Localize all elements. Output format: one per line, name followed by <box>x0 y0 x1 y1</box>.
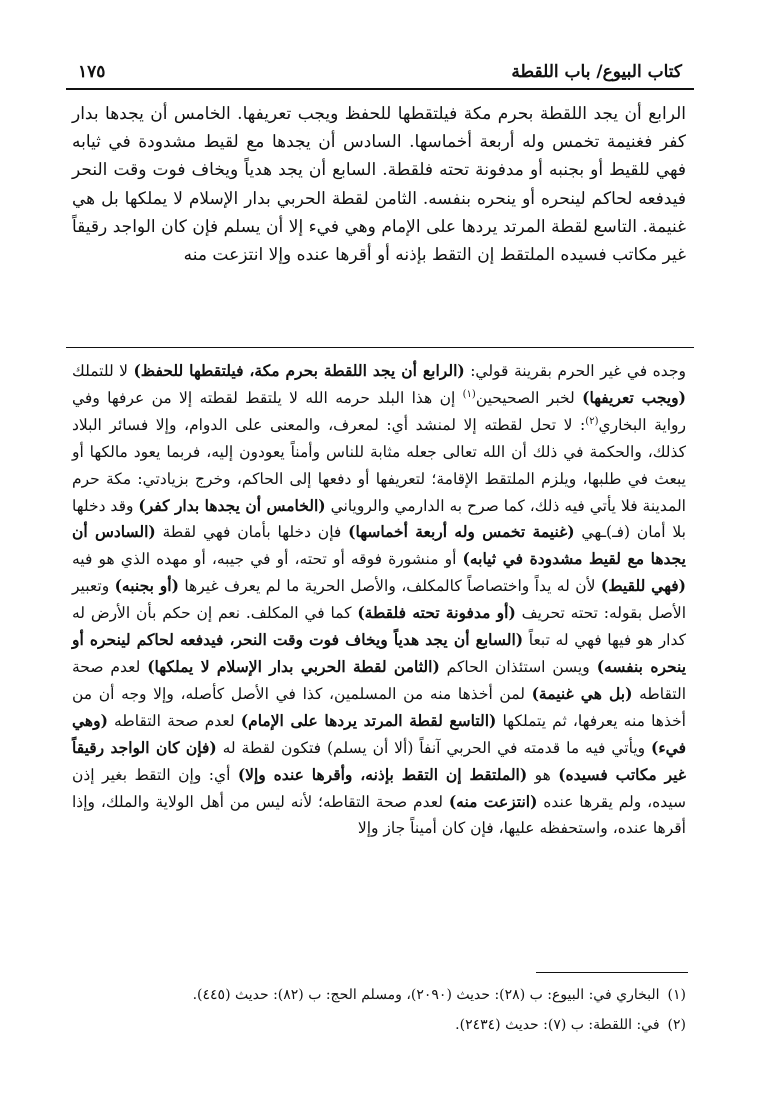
matn-paragraph: الرابع أن يجد اللقطة بحرم مكة فيلتقطها للحفظ ويجب تعريفها. الخامس أن يجدها بدار كفر فغنيمة تخمس وله أربعة أخماسها. السادس أن يجدها مع لقيط مشدودة في ثيابه فهي للقيط أو بجنبه أو مدفونة تحته فلقطة. السابع أن يجد هدياً ويخاف فوت وقت النحر فيدفعه لحاكم لينحره أو ينحره بنفسه. الثامن لقطة الحربي بدار الإسلام لا يملكها بل هي غنيمة. التاسع لقطة المرتد يردها على الإمام وهي فيء إلا أن يسلم فإن كان الواجد رقيقاً غير مكاتب فسيده الملتقط إن التقط بإذنه أو أقرها عنده وإلا انتزعت منه <box>72 104 686 266</box>
commentary-segment: لأن له يداً واختصاصاً كالمكلف، والأصل الحرية ما لم يعرف غيرها <box>178 577 601 596</box>
quoted-matn-segment: (السابع أن يجد هدياً ويخاف فوت وقت النحر، فيدفعه لحاكم لينحره أو ينحره بنفسه) <box>72 630 687 676</box>
section-divider <box>66 347 694 348</box>
quoted-matn-segment: (بل هي غنيمة) <box>531 683 633 703</box>
quoted-matn-segment: (انتزعت منه) <box>448 791 538 811</box>
commentary-text <box>72 358 686 842</box>
footnote-rule <box>536 972 688 973</box>
quoted-matn-segment: (فإن كان الواجد رقيقاً غير مكاتب فسيده) <box>72 737 686 784</box>
quoted-matn-segment: (أو مدفونة تحته فلقطة) <box>357 603 516 623</box>
commentary-segment: أي: وإن التقط بغير إذن سيده، ولم يقرها عنده <box>72 765 687 811</box>
commentary-segment: : لا تحل لقطته إلا لمنشد أي: لمعرف، والمعنى على الدوام، وإلا فسائر البلاد كذلك، والحكمة في ذلك أن الله تعالى جعله مثابة للناس وأمناً يعودون إليه، فربما يعود مالكها أو يبعث في طلبها، ويلزم الملتقط الإقامة؛ لتعريفها أو دفعها إلى الحاكم، وخرج بزيادتي: مكة حرم المدينة فلا يأتي فيه ذلك، كما صرح به الدارمي والروياني <box>72 415 686 515</box>
quoted-matn-segment: (وهي فيء) <box>72 710 686 757</box>
commentary-segment: لمن أخذها منه من المسلمين، كذا في الأصل كأصله، وإلا وجه أن من أخذها منه يعرفها، ثم يتملكها <box>72 684 686 730</box>
footnote-text: في: اللقطة: ب (٧): حديث (٢٤٣٤). <box>455 1017 660 1033</box>
commentary-segment: كما في المكلف. نعم إن حكم بأن الأرض له كدار هو فيها فهي له تبعاً <box>72 604 686 650</box>
footnotes <box>72 980 686 1040</box>
commentary-segment: لعدم صحة التقاطه <box>107 711 241 730</box>
quoted-matn-segment: (ويجب تعريفها) <box>582 387 686 407</box>
commentary-segment: أو منشورة فوقه أو تحته، أو في جيبه، أو مهده الذي هو فيه <box>72 550 463 569</box>
footnote-number: (٢) <box>667 1017 686 1033</box>
quoted-matn-segment: (فهي للقيط) <box>600 576 686 596</box>
commentary-segment: هو <box>527 765 559 784</box>
commentary-segment: وجده في غير الحرم بقرينة قولي: <box>464 362 686 380</box>
footnote <box>72 1010 686 1040</box>
page-number: ١٧٥ <box>78 62 106 82</box>
commentary-segment: لخبر الصحيحين <box>475 388 583 407</box>
commentary-segment: فإن دخلها بأمان فهي لقطة <box>155 523 349 542</box>
commentary-segment: إن هذا البلد حرمه الله لا يلتقط لقطته إلا من عرفها وفي رواية البخاري <box>72 388 686 434</box>
quoted-matn-segment: (الملتقط إن التقط بإذنه، وأقرها عنده وإلا) <box>237 764 528 784</box>
commentary-segment: لعدم صحة التقاطه؛ لأنه ليس من أهل الولاية والملك، وإذا أقرها عنده، واستحفظه عليها، فإن كان أميناً جاز وإلا <box>72 792 686 838</box>
matn-text <box>72 100 686 269</box>
commentary-segment: لا للتملك <box>72 362 134 380</box>
commentary-segment: ويأتي فيه ما قدمته في الحربي آنفاً (ألا أن يسلم) فتكون لقطة له <box>216 738 652 757</box>
footnote-marker: (٢) <box>585 415 599 427</box>
footnote <box>72 980 686 1010</box>
quoted-matn-segment: (التاسع لقطة المرتد يردها على الإمام) <box>240 710 497 730</box>
commentary-segment: ويسن استئذان الحاكم <box>439 657 597 676</box>
footnote-number: (١) <box>667 987 686 1003</box>
quoted-matn-segment: (الثامن لقطة الحربي بدار الإسلام لا يملكها) <box>147 656 440 676</box>
chapter-title: كتاب البيوع/ باب اللقطة <box>511 62 682 82</box>
quoted-matn-segment: (السادس أن يجدها مع لقيط مشدودة في ثيابه) <box>72 522 686 569</box>
header-rule <box>66 88 694 90</box>
commentary-segment: لعدم صحة التقاطه <box>72 657 687 703</box>
footnote-text: البخاري في: البيوع: ب (٢٨): حديث (٢٠٩٠)، ومسلم الحج: ب (٨٢): حديث (٤٤٥). <box>192 987 660 1003</box>
commentary-segment: وتعبير الأصل بقوله: تحته تحريف <box>72 577 686 623</box>
quoted-matn-segment: (أو بجنبه) <box>114 576 179 596</box>
quoted-matn-segment: (غنيمة تخمس وله أربعة أخماسها) <box>348 522 575 542</box>
commentary-segment: وقد دخلها بلا أمان (فـ)ـهي <box>72 496 686 542</box>
running-header <box>78 58 682 86</box>
footnote-marker: (١) <box>462 388 476 400</box>
quoted-matn-segment: (الخامس أن يجدها بدار كفر) <box>138 495 326 515</box>
quoted-matn-segment: (الرابع أن يجد اللقطة بحرم مكة، فيلتقطها للحفظ) <box>133 361 465 380</box>
